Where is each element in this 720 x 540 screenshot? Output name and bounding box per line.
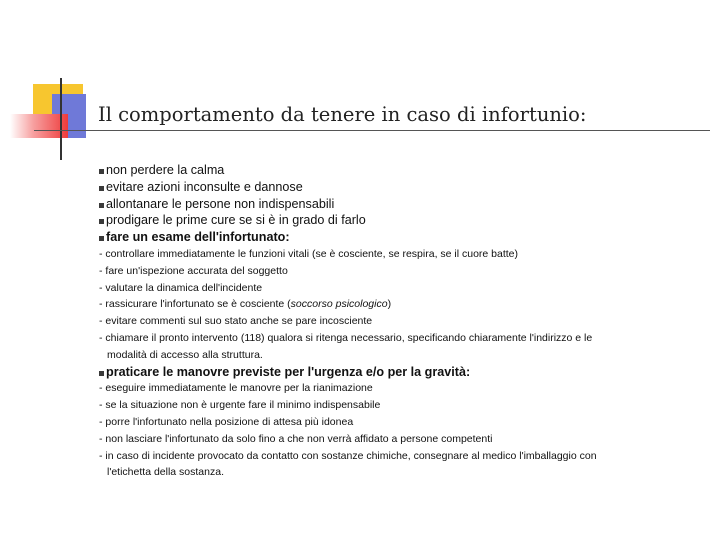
exam-subitem: - controllare immediatamente le funzioni vitali (se è cosciente, se respira, se il cuore batte) xyxy=(99,247,519,260)
slide-title: Il comportamento da tenere in caso di infortunio: xyxy=(98,103,587,126)
bullet-item: evitare azioni inconsulte e dannose xyxy=(99,179,699,196)
exam-subitem: - evitare commenti sul suo stato anche se pare incosciente xyxy=(99,315,373,328)
slide-body xyxy=(99,162,699,481)
manovre-subitem xyxy=(99,448,699,482)
manovre-subitem: - se la situazione non è urgente fare il minimo indispensabile xyxy=(99,399,381,412)
exam-subitem xyxy=(99,330,699,364)
exam-subitem-continuation: modalità di accesso alla struttura. xyxy=(107,348,263,361)
manovre-subitem: - eseguire immediatamente le manovre per la rianimazione xyxy=(99,382,373,395)
manovre-subitem-text: - in caso di incidente provocato da contatto con sostanze chimiche, consegnare al medico l'imballaggio con xyxy=(99,449,597,462)
bullet-item: allontanare le persone non indispensabili xyxy=(99,196,699,213)
manovre-subitem: - porre l'infortunato nella posizione di attesa più idonea xyxy=(99,415,354,428)
exam-subitem-text: - rassicurare l'infortunato se è cosciente ( xyxy=(99,298,291,311)
exam-subitem xyxy=(99,296,699,313)
manovre-subitem: - non lasciare l'infortunato da solo fino a che non verrà affidato a persone competenti xyxy=(99,432,493,445)
bullet-item-exam: fare un esame dell'infortunato: xyxy=(99,229,699,246)
exam-subitem: - fare un'ispezione accurata del soggetto xyxy=(99,264,288,277)
title-underline xyxy=(34,130,710,131)
manovre-subitem-continuation: l'etichetta della sostanza. xyxy=(107,466,224,479)
decor-vertical-line xyxy=(60,78,62,160)
exam-subitem: - valutare la dinamica dell'incidente xyxy=(99,281,263,294)
bullet-item: prodigare le prime cure se si è in grado di farlo xyxy=(99,212,699,229)
exam-subitem-text: - chiamare il pronto intervento (118) qualora si ritenga necessario, specificando chiaramente l'indirizzo e le xyxy=(99,331,593,344)
bullet-item: non perdere la calma xyxy=(99,162,699,179)
exam-subitem-emphasis: soccorso psicologico xyxy=(290,298,388,311)
exam-subitem-text: ) xyxy=(387,298,392,311)
bullet-item-manovre: praticare le manovre previste per l'urgenza e/o per la gravità: xyxy=(99,364,699,381)
